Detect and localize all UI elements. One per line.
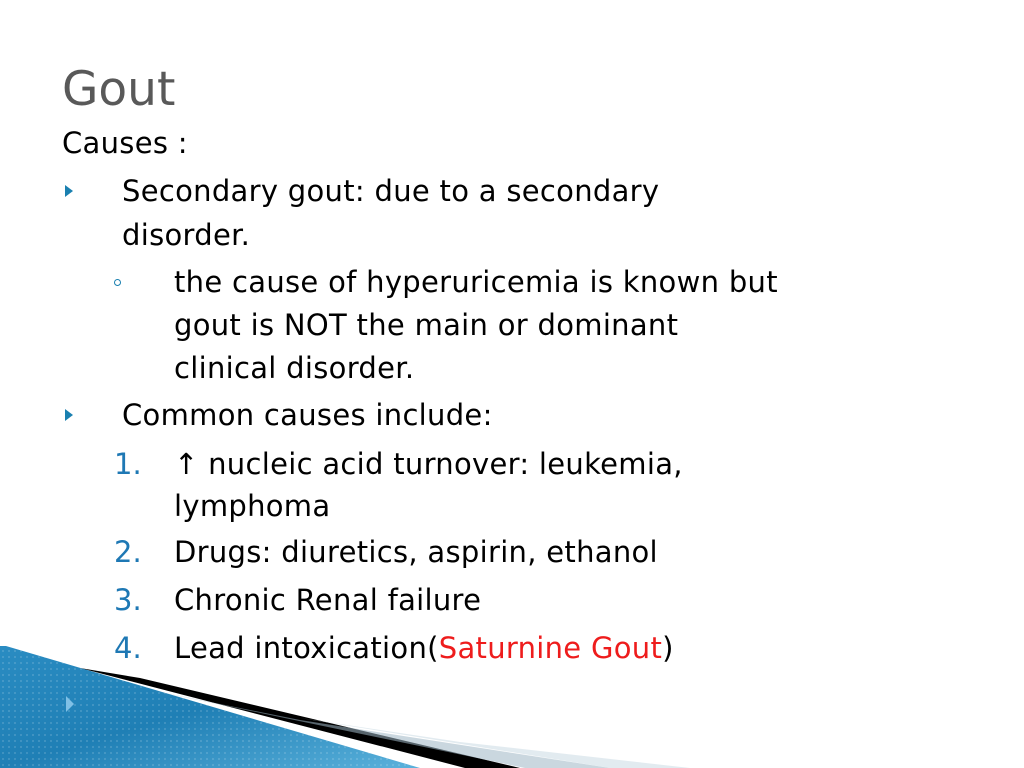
list-item-4-prefix: Lead intoxication( — [174, 631, 439, 665]
list-item-4-suffix: ) — [662, 631, 674, 665]
sub-bullet-line2: gout is NOT the main or dominant — [174, 308, 679, 342]
list-item-1-line2: lymphoma — [174, 489, 331, 523]
list-item-4 — [174, 629, 674, 667]
sub-bullet-line3: clinical disorder. — [174, 351, 415, 385]
hollow-circle-icon — [114, 279, 121, 286]
sub-bullet-line1: the cause of hyperuricemia is known but — [174, 265, 778, 299]
triangle-right-icon — [65, 409, 73, 421]
list-number: 4. — [114, 631, 142, 665]
list-item-3: Chronic Renal failure — [174, 583, 482, 617]
list-number: 3. — [114, 583, 142, 617]
list-number: 2. — [114, 535, 142, 569]
saturnine-gout-highlight: Saturnine Gout — [438, 631, 663, 665]
bullet-common-causes: Common causes include: — [122, 398, 493, 432]
causes-heading: Causes : — [62, 126, 188, 160]
triangle-right-icon — [65, 185, 73, 197]
list-number: 1. — [114, 447, 142, 481]
bullet-secondary-gout-line1: Secondary gout: due to a secondary — [122, 174, 660, 208]
list-item-1-line1: ↑ nucleic acid turnover: leukemia, — [174, 447, 683, 481]
list-item-2: Drugs: diuretics, aspirin, ethanol — [174, 535, 658, 569]
slide-title: Gout — [62, 62, 176, 117]
bullet-secondary-gout-line2: disorder. — [122, 218, 251, 252]
